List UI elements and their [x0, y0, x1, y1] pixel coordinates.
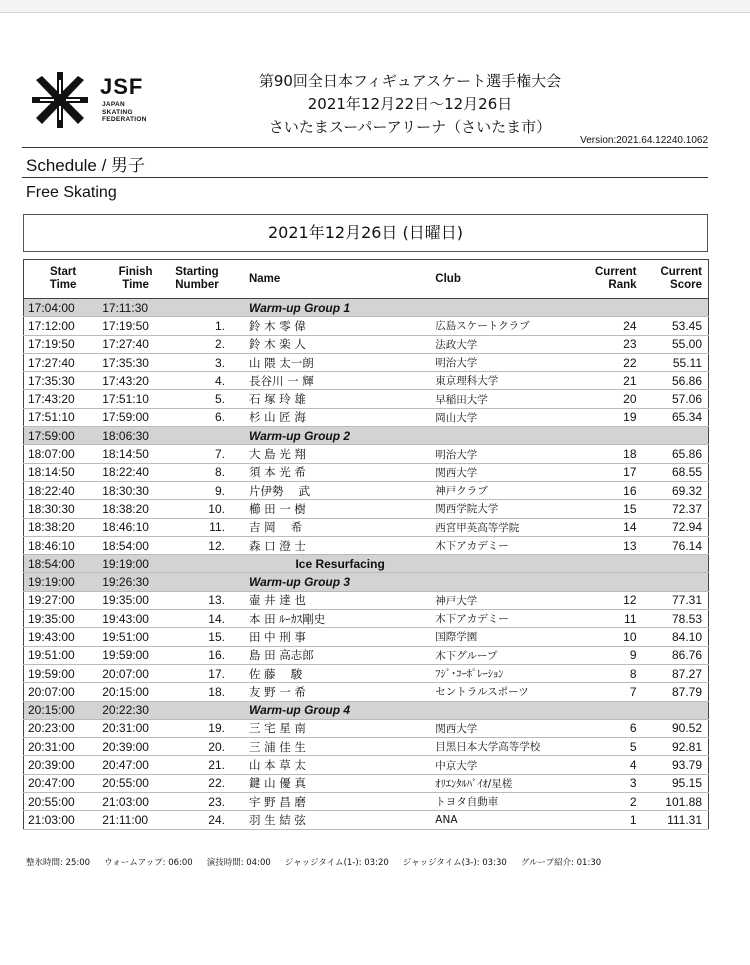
table-row	[24, 610, 709, 628]
finish-time: 17:35:30	[98, 353, 169, 371]
warmup-group-row	[24, 573, 709, 591]
column-header-starting-number	[169, 260, 245, 299]
starting-number: 2.	[169, 335, 245, 353]
group-label: Warm-up Group 4	[245, 701, 435, 719]
warmup-group-row	[24, 701, 709, 719]
starting-number: 10.	[169, 500, 245, 518]
skater-name: 長谷川 一 輝	[245, 372, 435, 390]
start-time: 18:46:10	[24, 536, 99, 554]
current-rank: 1	[570, 811, 644, 829]
finish-time: 18:14:50	[98, 445, 169, 463]
current-rank: 17	[570, 463, 644, 481]
table-row	[24, 683, 709, 701]
schedule-table-body	[24, 299, 709, 830]
current-score: 55.11	[645, 353, 709, 371]
starting-number: 13.	[169, 591, 245, 609]
skater-name: 櫛 田 一 樹	[245, 500, 435, 518]
starting-number: 12.	[169, 536, 245, 554]
starting-number: 8.	[169, 463, 245, 481]
finish-time: 18:46:10	[98, 518, 169, 536]
table-row	[24, 317, 709, 335]
club-name: 明治大学	[435, 353, 570, 371]
current-rank: 9	[570, 646, 644, 664]
empty-cell	[169, 701, 245, 719]
club-name: 木下グループ	[435, 646, 570, 664]
start-time: 18:22:40	[24, 481, 99, 499]
competition-dates: 2021年12月22日～12月26日	[307, 95, 513, 113]
footer-timing-item: ジャッジタイム(3-): 03:30	[402, 858, 507, 868]
current-score: 57.06	[645, 390, 709, 408]
finish-time: 20:22:30	[98, 701, 169, 719]
column-header-current-rank	[570, 260, 644, 299]
empty-cell	[570, 701, 644, 719]
start-time: 20:55:00	[24, 793, 99, 811]
table-row	[24, 335, 709, 353]
club-name: 関西学院大学	[435, 500, 570, 518]
starting-number: 6.	[169, 408, 245, 426]
club-name: 東京理科大学	[435, 372, 570, 390]
club-name: 目黒日本大学高等学校	[435, 738, 570, 756]
table-row	[24, 774, 709, 792]
column-header-start-time	[24, 260, 99, 299]
start-time: 19:51:00	[24, 646, 99, 664]
column-header-club: Club	[435, 260, 570, 299]
current-rank: 4	[570, 756, 644, 774]
club-name: 木下アカデミー	[435, 610, 570, 628]
table-row	[24, 445, 709, 463]
finish-time: 18:54:00	[98, 536, 169, 554]
skater-name: 佐 藤 駿	[245, 664, 435, 682]
event-label: Free Skating	[26, 184, 117, 201]
current-score: 90.52	[645, 719, 709, 737]
header-text: Number	[175, 279, 219, 291]
current-score: 87.79	[645, 683, 709, 701]
table-header-row	[24, 260, 709, 299]
day-label: 2021年12月26日 (日曜日)	[23, 214, 708, 252]
start-time: 17:35:30	[24, 372, 99, 390]
skater-name: 壷 井 達 也	[245, 591, 435, 609]
table-row	[24, 646, 709, 664]
skater-name: 山 本 草 太	[245, 756, 435, 774]
start-time: 17:59:00	[24, 427, 99, 445]
club-name: セントラルスポーツ	[435, 683, 570, 701]
current-rank: 11	[570, 610, 644, 628]
club-name: 木下アカデミー	[435, 536, 570, 554]
skater-name: 鍵 山 優 真	[245, 774, 435, 792]
club-name: 岡山大学	[435, 408, 570, 426]
table-row	[24, 628, 709, 646]
header-text: Current	[594, 266, 637, 278]
current-rank: 12	[570, 591, 644, 609]
skater-name: 石 塚 玲 雄	[245, 390, 435, 408]
starting-number: 3.	[169, 353, 245, 371]
finish-time: 19:51:00	[98, 628, 169, 646]
current-rank: 21	[570, 372, 644, 390]
starting-number: 17.	[169, 664, 245, 682]
current-rank: 24	[570, 317, 644, 335]
header-text: Finish	[118, 266, 153, 278]
current-rank: 7	[570, 683, 644, 701]
empty-cell	[169, 299, 245, 317]
jsf-logo	[30, 70, 160, 132]
empty-cell	[435, 573, 570, 591]
empty-cell	[435, 299, 570, 317]
current-rank: 6	[570, 719, 644, 737]
header-text: Starting	[175, 266, 219, 278]
start-time: 20:07:00	[24, 683, 99, 701]
empty-cell	[435, 555, 570, 573]
starting-number: 11.	[169, 518, 245, 536]
current-rank: 15	[570, 500, 644, 518]
club-name: ANA	[435, 811, 570, 829]
starting-number: 20.	[169, 738, 245, 756]
finish-time: 18:30:30	[98, 481, 169, 499]
current-rank: 20	[570, 390, 644, 408]
table-row	[24, 408, 709, 426]
competition-venue: さいたまスーパーアリーナ（さいたま市）	[268, 118, 552, 136]
logo-abbreviation: JSF	[100, 74, 144, 99]
skater-name: 鈴 木 楽 人	[245, 335, 435, 353]
skater-name: 鈴 木 零 偉	[245, 317, 435, 335]
starting-number: 5.	[169, 390, 245, 408]
club-name: 国際学園	[435, 628, 570, 646]
start-time: 20:47:00	[24, 774, 99, 792]
column-header-current-score	[645, 260, 709, 299]
finish-time: 17:27:40	[98, 335, 169, 353]
table-row	[24, 591, 709, 609]
empty-cell	[645, 299, 709, 317]
finish-time: 17:43:20	[98, 372, 169, 390]
skater-name: 宇 野 昌 磨	[245, 793, 435, 811]
starting-number: 1.	[169, 317, 245, 335]
footer-timing-item: グループ紹介: 01:30	[520, 858, 602, 868]
header-text: Score	[670, 279, 702, 291]
table-row	[24, 372, 709, 390]
version-label: Version:2021.64.12240.1062	[580, 135, 708, 146]
finish-time: 18:22:40	[98, 463, 169, 481]
finish-time: 19:35:00	[98, 591, 169, 609]
ice-resurfacing-row	[24, 555, 709, 573]
current-rank: 5	[570, 738, 644, 756]
starting-number: 7.	[169, 445, 245, 463]
schedule-label: Schedule / 男子	[26, 156, 146, 175]
warmup-group-row	[24, 427, 709, 445]
current-rank: 19	[570, 408, 644, 426]
starting-number: 14.	[169, 610, 245, 628]
table-row	[24, 793, 709, 811]
empty-cell	[169, 427, 245, 445]
starting-number: 21.	[169, 756, 245, 774]
divider	[22, 177, 708, 178]
start-time: 17:19:50	[24, 335, 99, 353]
header-text: Time	[49, 279, 77, 291]
finish-time: 17:11:30	[98, 299, 169, 317]
timing-footer	[26, 856, 615, 868]
current-score: 56.86	[645, 372, 709, 390]
start-time: 20:31:00	[24, 738, 99, 756]
skater-name: 山 隈 太一朗	[245, 353, 435, 371]
current-score: 68.55	[645, 463, 709, 481]
start-time: 17:51:10	[24, 408, 99, 426]
finish-time: 18:06:30	[98, 427, 169, 445]
empty-cell	[435, 427, 570, 445]
current-rank: 16	[570, 481, 644, 499]
table-row	[24, 719, 709, 737]
header-text: Time	[122, 279, 149, 291]
current-rank: 22	[570, 353, 644, 371]
skater-name: 本 田 ﾙｰｶｽ剛史	[245, 610, 435, 628]
skater-name: 田 中 刑 事	[245, 628, 435, 646]
finish-time: 21:03:00	[98, 793, 169, 811]
current-rank: 14	[570, 518, 644, 536]
starting-number: 22.	[169, 774, 245, 792]
table-row	[24, 390, 709, 408]
start-time: 18:30:30	[24, 500, 99, 518]
finish-time: 19:59:00	[98, 646, 169, 664]
finish-time: 18:38:20	[98, 500, 169, 518]
current-rank: 8	[570, 664, 644, 682]
table-row	[24, 463, 709, 481]
table-row	[24, 664, 709, 682]
club-name: 広島スケートクラブ	[435, 317, 570, 335]
column-header-name: Name	[245, 260, 435, 299]
start-time: 21:03:00	[24, 811, 99, 829]
current-rank: 2	[570, 793, 644, 811]
group-label: Warm-up Group 2	[245, 427, 435, 445]
table-row	[24, 500, 709, 518]
skater-name: 三 宅 星 南	[245, 719, 435, 737]
start-time: 19:27:00	[24, 591, 99, 609]
start-time: 18:38:20	[24, 518, 99, 536]
divider	[22, 147, 708, 148]
club-name: 神戸クラブ	[435, 481, 570, 499]
start-time: 19:35:00	[24, 610, 99, 628]
footer-timing-item: ジャッジタイム(1-): 03:20	[284, 858, 389, 868]
logo-line: FEDERATION	[102, 116, 147, 123]
finish-time: 20:31:00	[98, 719, 169, 737]
table-row	[24, 518, 709, 536]
schedule-table	[23, 259, 709, 830]
skater-name: 三 浦 佳 生	[245, 738, 435, 756]
club-name: 関西大学	[435, 719, 570, 737]
empty-cell	[169, 555, 245, 573]
current-rank: 10	[570, 628, 644, 646]
logo-line: JAPAN	[102, 101, 126, 108]
skater-name: 吉 岡 希	[245, 518, 435, 536]
resurfacing-label: Ice Resurfacing	[245, 555, 435, 573]
starting-number: 16.	[169, 646, 245, 664]
start-time: 17:27:40	[24, 353, 99, 371]
club-name: ﾌｼﾞ･ｺｰﾎﾟﾚｰｼｮﾝ	[435, 664, 570, 682]
current-rank: 23	[570, 335, 644, 353]
finish-time: 17:59:00	[98, 408, 169, 426]
finish-time: 20:39:00	[98, 738, 169, 756]
starting-number: 4.	[169, 372, 245, 390]
empty-cell	[570, 555, 644, 573]
finish-time: 17:51:10	[98, 390, 169, 408]
empty-cell	[570, 427, 644, 445]
skater-name: 大 島 光 翔	[245, 445, 435, 463]
empty-cell	[169, 573, 245, 591]
club-name: ｵﾘｴﾝﾀﾙﾊﾞｲｵ/星槎	[435, 774, 570, 792]
starting-number: 9.	[169, 481, 245, 499]
jsf-snowflake-icon	[30, 70, 90, 130]
footer-timing-item: ウォームアップ: 06:00	[104, 858, 193, 868]
skater-name: 森 口 澄 士	[245, 536, 435, 554]
finish-time: 21:11:00	[98, 811, 169, 829]
browser-top-bar	[0, 0, 750, 13]
current-rank: 3	[570, 774, 644, 792]
start-time: 18:14:50	[24, 463, 99, 481]
finish-time: 20:55:00	[98, 774, 169, 792]
table-row	[24, 481, 709, 499]
current-score: 95.15	[645, 774, 709, 792]
current-score: 72.37	[645, 500, 709, 518]
start-time: 19:59:00	[24, 664, 99, 682]
empty-cell	[570, 299, 644, 317]
starting-number: 18.	[169, 683, 245, 701]
finish-time: 17:19:50	[98, 317, 169, 335]
skater-name: 羽 生 結 弦	[245, 811, 435, 829]
empty-cell	[435, 701, 570, 719]
finish-time: 20:07:00	[98, 664, 169, 682]
current-score: 86.76	[645, 646, 709, 664]
current-score: 55.00	[645, 335, 709, 353]
logo-federation-name	[102, 101, 147, 124]
header-text: Start	[50, 266, 77, 278]
current-score: 77.31	[645, 591, 709, 609]
finish-time: 20:15:00	[98, 683, 169, 701]
table-row	[24, 756, 709, 774]
current-score: 78.53	[645, 610, 709, 628]
club-name: 法政大学	[435, 335, 570, 353]
start-time: 18:07:00	[24, 445, 99, 463]
table-row	[24, 353, 709, 371]
table-row	[24, 738, 709, 756]
current-rank: 18	[570, 445, 644, 463]
header-text: Rank	[608, 279, 637, 291]
starting-number: 19.	[169, 719, 245, 737]
current-score: 65.86	[645, 445, 709, 463]
start-time: 20:23:00	[24, 719, 99, 737]
competition-title: 第90回全日本フィギュアスケート選手権大会	[258, 72, 562, 90]
current-score: 72.94	[645, 518, 709, 536]
club-name: 神戸大学	[435, 591, 570, 609]
empty-cell	[645, 701, 709, 719]
current-score: 93.79	[645, 756, 709, 774]
club-name: 中京大学	[435, 756, 570, 774]
club-name: 明治大学	[435, 445, 570, 463]
current-score: 65.34	[645, 408, 709, 426]
start-time: 17:12:00	[24, 317, 99, 335]
footer-timing-item: 整氷時間: 25:00	[26, 858, 91, 868]
table-row	[24, 536, 709, 554]
start-time: 18:54:00	[24, 555, 99, 573]
group-label: Warm-up Group 1	[245, 299, 435, 317]
current-score: 53.45	[645, 317, 709, 335]
starting-number: 23.	[169, 793, 245, 811]
start-time: 20:39:00	[24, 756, 99, 774]
table-row	[24, 811, 709, 829]
group-label: Warm-up Group 3	[245, 573, 435, 591]
start-time: 19:19:00	[24, 573, 99, 591]
empty-cell	[570, 573, 644, 591]
empty-cell	[645, 573, 709, 591]
skater-name: 友 野 一 希	[245, 683, 435, 701]
club-name: トヨタ自動車	[435, 793, 570, 811]
empty-cell	[645, 427, 709, 445]
current-rank: 13	[570, 536, 644, 554]
current-score: 84.10	[645, 628, 709, 646]
finish-time: 20:47:00	[98, 756, 169, 774]
starting-number: 24.	[169, 811, 245, 829]
finish-time: 19:19:00	[98, 555, 169, 573]
starting-number: 15.	[169, 628, 245, 646]
logo-line: SKATING	[102, 108, 133, 116]
footer-timing-item: 演技時間: 04:00	[206, 858, 271, 868]
current-score: 87.27	[645, 664, 709, 682]
club-name: 関西大学	[435, 463, 570, 481]
current-score: 76.14	[645, 536, 709, 554]
finish-time: 19:26:30	[98, 573, 169, 591]
skater-name: 杉 山 匠 海	[245, 408, 435, 426]
skater-name: 片伊勢 武	[245, 481, 435, 499]
warmup-group-row	[24, 299, 709, 317]
start-time: 17:43:20	[24, 390, 99, 408]
current-score: 101.88	[645, 793, 709, 811]
skater-name: 島 田 高志郎	[245, 646, 435, 664]
start-time: 19:43:00	[24, 628, 99, 646]
skater-name: 須 本 光 希	[245, 463, 435, 481]
club-name: 早稲田大学	[435, 390, 570, 408]
finish-time: 19:43:00	[98, 610, 169, 628]
header-text: Current	[660, 266, 702, 278]
current-score: 92.81	[645, 738, 709, 756]
start-time: 17:04:00	[24, 299, 99, 317]
current-score: 69.32	[645, 481, 709, 499]
start-time: 20:15:00	[24, 701, 99, 719]
current-score: 111.31	[645, 811, 709, 829]
column-header-finish-time	[98, 260, 169, 299]
empty-cell	[645, 555, 709, 573]
club-name: 西宮甲英高等学院	[435, 518, 570, 536]
